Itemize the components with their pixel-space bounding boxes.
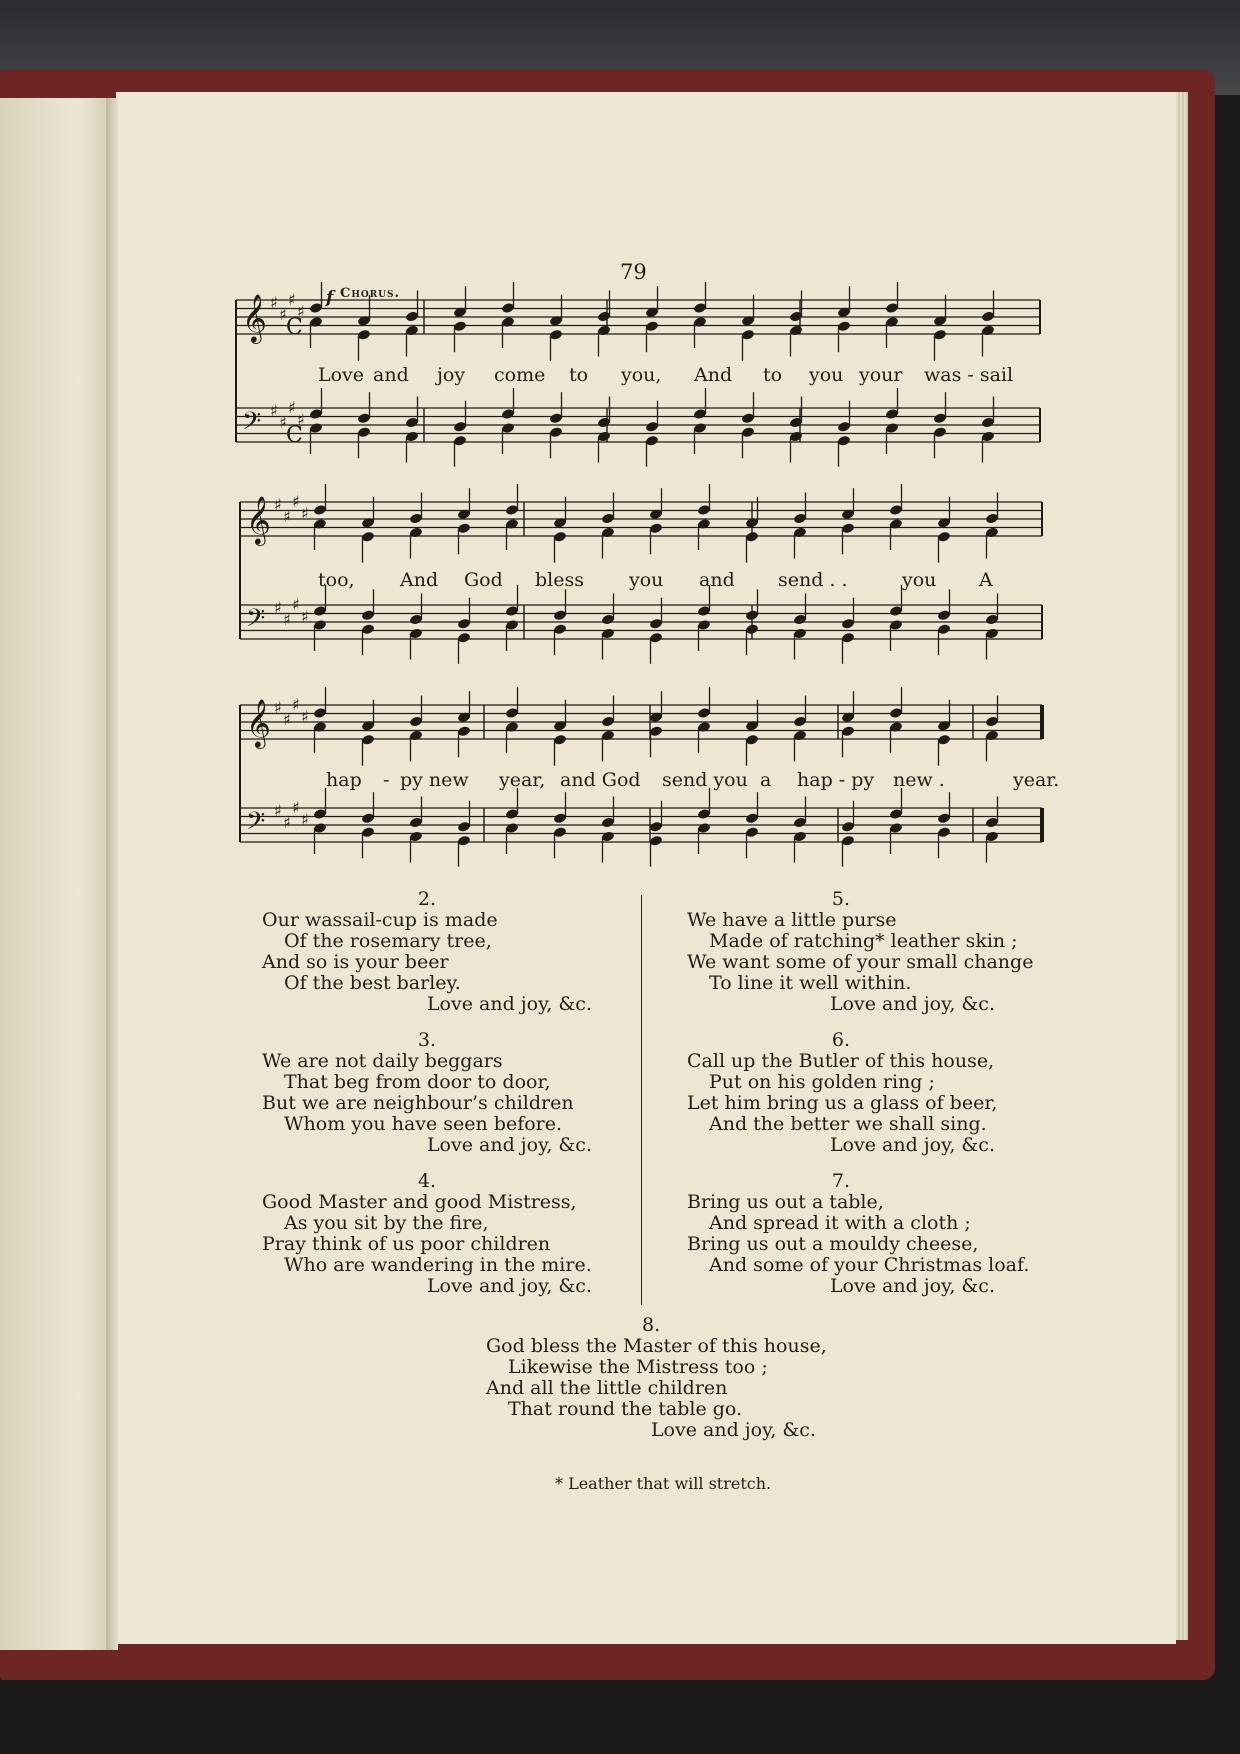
sharp-sign: ♯ bbox=[301, 707, 309, 726]
lyric: bless bbox=[535, 569, 584, 591]
lyric: come bbox=[494, 364, 546, 386]
sharp-sign: ♯ bbox=[297, 302, 305, 321]
verse-line: God bless the Master of this house, bbox=[486, 1335, 827, 1357]
lyric: God bbox=[464, 569, 503, 591]
sharp-sign: ♯ bbox=[301, 504, 309, 523]
lyric: And bbox=[400, 569, 439, 591]
sharp-sign: ♯ bbox=[283, 610, 291, 629]
bass-clef: 𝄢 bbox=[246, 604, 266, 639]
verse-line: Bring us out a mouldy cheese, bbox=[687, 1233, 979, 1255]
verse-line: Of the best barley. bbox=[284, 972, 461, 994]
verse-line: We are not daily beggars bbox=[262, 1050, 503, 1072]
verse-line: We have a little purse bbox=[687, 909, 897, 931]
verse-refrain: Love and joy, &c. bbox=[829, 1275, 995, 1297]
sharp-sign: ♯ bbox=[288, 398, 296, 417]
lyric: year, bbox=[499, 769, 546, 791]
verse-6 bbox=[687, 1029, 998, 1156]
verse-5 bbox=[687, 888, 1034, 1015]
lyric: hap bbox=[326, 769, 362, 791]
sharp-sign: ♯ bbox=[274, 698, 282, 717]
time-signature: C bbox=[286, 423, 303, 448]
lyric: joy bbox=[437, 364, 466, 386]
verse-line: But we are neighbour’s children bbox=[262, 1092, 574, 1114]
sharp-sign: ♯ bbox=[283, 813, 291, 832]
verse-number: 2. bbox=[417, 888, 437, 910]
sharp-sign: ♯ bbox=[279, 305, 287, 324]
bass-clef: 𝄢 bbox=[246, 807, 266, 842]
sharp-sign: ♯ bbox=[292, 595, 300, 614]
verse-line: To line it well within. bbox=[709, 972, 912, 994]
lyric: you, bbox=[621, 364, 662, 386]
lyric: you bbox=[902, 569, 937, 591]
verse-7 bbox=[687, 1170, 1030, 1297]
verse-number: 5. bbox=[831, 888, 851, 910]
verse-refrain: Love and joy, &c. bbox=[426, 1134, 592, 1156]
lyric: And bbox=[694, 364, 733, 386]
time-signature: C bbox=[286, 315, 303, 340]
lyric: new . bbox=[893, 769, 945, 791]
sharp-sign: ♯ bbox=[292, 798, 300, 817]
sharp-sign: ♯ bbox=[270, 293, 278, 312]
sharp-sign: ♯ bbox=[301, 810, 309, 829]
sharp-sign: ♯ bbox=[274, 598, 282, 617]
verse-line: And all the little children bbox=[486, 1377, 728, 1399]
lyric: to bbox=[569, 364, 589, 386]
verse-line: As you sit by the fire, bbox=[284, 1212, 489, 1234]
chorus-label: Chorus. bbox=[340, 286, 401, 301]
lyric: send you bbox=[662, 769, 748, 791]
sharp-sign: ♯ bbox=[292, 695, 300, 714]
verse-line: Likewise the Mistress too ; bbox=[508, 1356, 768, 1378]
sharp-sign: ♯ bbox=[301, 607, 309, 626]
verse-refrain: Love and joy, &c. bbox=[650, 1419, 816, 1441]
treble-clef: 𝄞 bbox=[246, 698, 271, 747]
sharp-sign: ♯ bbox=[283, 507, 291, 526]
verse-number: 6. bbox=[831, 1029, 851, 1051]
lyric: Love bbox=[318, 364, 365, 386]
verse-line: We want some of your small change bbox=[687, 951, 1034, 973]
sharp-sign: ♯ bbox=[279, 413, 287, 432]
verse-line: And so is your beer bbox=[262, 951, 449, 973]
sharp-sign: ♯ bbox=[297, 410, 305, 429]
verse-number: 4. bbox=[417, 1170, 437, 1192]
lyric: you bbox=[629, 569, 664, 591]
footnote: * Leather that will stretch. bbox=[555, 1474, 772, 1493]
verse-line: Good Master and good Mistress, bbox=[262, 1191, 577, 1213]
lyric: too, bbox=[318, 569, 355, 591]
verse-number: 3. bbox=[417, 1029, 437, 1051]
lyric: and God bbox=[560, 769, 641, 791]
sharp-sign: ♯ bbox=[274, 801, 282, 820]
lyric: A bbox=[979, 569, 993, 591]
bass-clef: 𝄢 bbox=[242, 407, 262, 442]
forte-mark: f bbox=[326, 288, 334, 308]
sharp-sign: ♯ bbox=[292, 492, 300, 511]
column-divider bbox=[641, 895, 642, 1305]
verse-line: Whom you have seen before. bbox=[284, 1113, 563, 1135]
treble-clef: 𝄞 bbox=[246, 495, 271, 544]
sharp-sign: ♯ bbox=[270, 401, 278, 420]
treble-clef: 𝄞 bbox=[242, 293, 267, 342]
lyric: and bbox=[373, 364, 409, 386]
verse-line: Put on his golden ring ; bbox=[709, 1071, 935, 1093]
verse-refrain: Love and joy, &c. bbox=[829, 993, 995, 1015]
verse-3 bbox=[262, 1030, 592, 1156]
verse-number: 7. bbox=[831, 1170, 851, 1192]
verse-line: That beg from door to door, bbox=[284, 1071, 551, 1093]
lyric: was - sail bbox=[924, 364, 1014, 386]
verse-line: Made of ratching* leather skin ; bbox=[709, 930, 1018, 952]
sharp-sign: ♯ bbox=[288, 290, 296, 309]
verse-line: Bring us out a table, bbox=[687, 1191, 884, 1213]
verse-line: Of the rosemary tree, bbox=[284, 930, 492, 952]
verse-line: Let him bring us a glass of beer, bbox=[687, 1092, 998, 1114]
sharp-sign: ♯ bbox=[274, 495, 282, 514]
verse-line: And spread it with a cloth ; bbox=[709, 1212, 971, 1234]
verse-line: Our wassail-cup is made bbox=[262, 909, 498, 931]
verse-line: And some of your Christmas loaf. bbox=[709, 1254, 1030, 1276]
sharp-sign: ♯ bbox=[283, 710, 291, 729]
lyric: py new bbox=[400, 769, 469, 791]
verse-line: That round the table go. bbox=[508, 1398, 743, 1420]
lyric: your bbox=[859, 364, 903, 386]
verse-line: Pray think of us poor children bbox=[262, 1233, 551, 1255]
verse-8 bbox=[486, 1314, 827, 1441]
verse-number: 8. bbox=[642, 1314, 661, 1336]
verse-line: Who are wandering in the mire. bbox=[284, 1254, 592, 1276]
verse-line: Call up the Butler of this house, bbox=[687, 1050, 995, 1072]
verse-2 bbox=[262, 889, 592, 1015]
lyric: and bbox=[699, 569, 735, 591]
lyric: year. bbox=[1013, 769, 1060, 791]
lyric: you bbox=[809, 364, 844, 386]
page-number: 79 bbox=[620, 260, 647, 284]
verse-refrain: Love and joy, &c. bbox=[426, 993, 592, 1015]
lyric: send . . bbox=[778, 569, 848, 591]
verse-refrain: Love and joy, &c. bbox=[829, 1134, 995, 1156]
lyric: - bbox=[383, 769, 390, 791]
lyric: a bbox=[760, 769, 772, 791]
lyric: to bbox=[763, 364, 783, 386]
verse-refrain: Love and joy, &c. bbox=[426, 1275, 592, 1297]
verse-line: And the better we shall sing. bbox=[709, 1113, 987, 1135]
lyric: hap - py bbox=[797, 769, 875, 791]
verse-4 bbox=[262, 1171, 592, 1297]
